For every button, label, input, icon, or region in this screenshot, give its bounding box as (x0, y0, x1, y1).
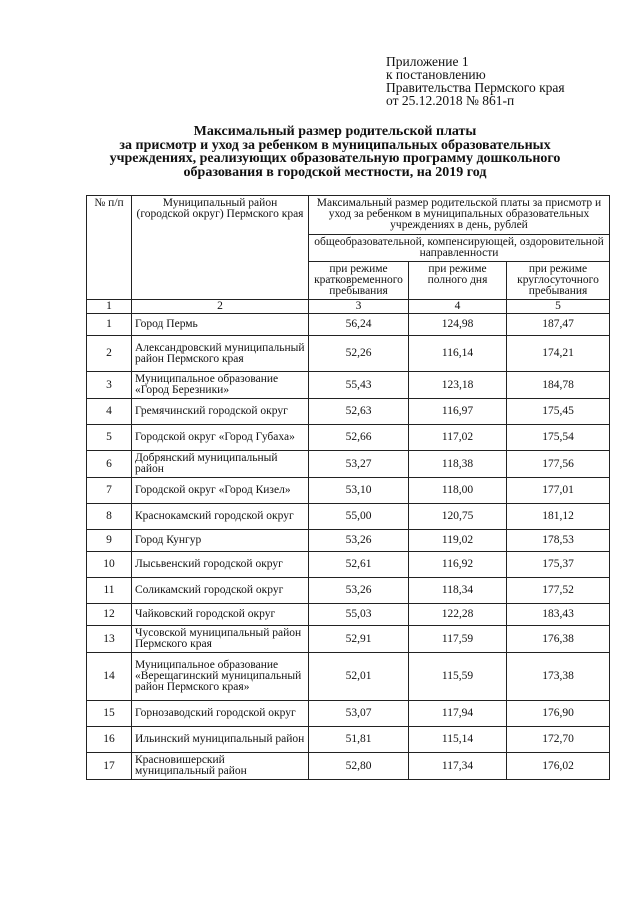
fee-round-clock: 174,21 (507, 336, 610, 372)
district-name: Город Кунгур (132, 530, 309, 552)
row-number: 8 (87, 504, 132, 530)
table-row (87, 336, 610, 372)
fee-short-stay: 52,80 (309, 753, 409, 780)
header-short-stay: при режиме кратковременного пребывания (309, 262, 409, 300)
fee-round-clock: 176,90 (507, 701, 610, 727)
fee-short-stay: 52,61 (309, 552, 409, 578)
table-row (87, 451, 610, 478)
table-row (87, 425, 610, 451)
header-number: № п/п (87, 196, 132, 300)
fee-short-stay: 52,66 (309, 425, 409, 451)
header-round-clock: при режиме круглосуточного пребывания (507, 262, 610, 300)
fee-short-stay: 52,91 (309, 626, 409, 653)
district-name: Горнозаводский городской округ (132, 701, 309, 727)
row-number: 12 (87, 604, 132, 626)
district-name: Муниципальное образование «Город Березники» (132, 372, 309, 399)
appendix-line: к постановлению (386, 67, 486, 82)
fee-short-stay: 53,07 (309, 701, 409, 727)
district-name: Чайковский городской округ (132, 604, 309, 626)
fee-short-stay: 53,10 (309, 478, 409, 504)
table-row (87, 314, 610, 336)
table-row (87, 727, 610, 753)
fee-short-stay: 55,43 (309, 372, 409, 399)
fee-short-stay: 51,81 (309, 727, 409, 753)
row-number: 3 (87, 372, 132, 399)
fee-round-clock: 177,01 (507, 478, 610, 504)
fee-full-day: 116,92 (409, 552, 507, 578)
fee-round-clock: 173,38 (507, 653, 610, 701)
row-number: 15 (87, 701, 132, 727)
appendix-block (386, 55, 565, 107)
fee-short-stay: 53,26 (309, 578, 409, 604)
table-row (87, 701, 610, 727)
table-row (87, 578, 610, 604)
row-number: 11 (87, 578, 132, 604)
table-row (87, 626, 610, 653)
header-full-day: при режиме полного дня (409, 262, 507, 300)
fee-short-stay: 55,00 (309, 504, 409, 530)
row-number: 17 (87, 753, 132, 780)
title-line: за присмотр и уход за ребенком в муниципальных образовательных (119, 137, 551, 153)
row-number: 10 (87, 552, 132, 578)
row-number: 7 (87, 478, 132, 504)
fee-short-stay: 55,03 (309, 604, 409, 626)
fee-full-day: 117,34 (409, 753, 507, 780)
fee-round-clock: 176,02 (507, 753, 610, 780)
fee-round-clock: 178,53 (507, 530, 610, 552)
district-name: Александровский муниципальный район Пермского края (132, 336, 309, 372)
column-index-row (87, 300, 610, 314)
fee-round-clock: 175,37 (507, 552, 610, 578)
table-row (87, 530, 610, 552)
table-row (87, 753, 610, 780)
fee-short-stay: 52,01 (309, 653, 409, 701)
district-name: Муниципальное образование «Верещагинский муниципальный район Пермского края» (132, 653, 309, 701)
fee-round-clock: 177,52 (507, 578, 610, 604)
fee-table (86, 195, 610, 780)
fee-full-day: 123,18 (409, 372, 507, 399)
appendix-line: Приложение 1 (386, 54, 469, 69)
header-max-fee: Максимальный размер родительской платы за присмотр и уход за ребенком в муниципальных образовательных учреждениях в день, рублей (309, 196, 610, 235)
fee-full-day: 117,59 (409, 626, 507, 653)
fee-round-clock: 175,54 (507, 425, 610, 451)
row-number: 14 (87, 653, 132, 701)
column-index: 4 (409, 300, 507, 314)
fee-round-clock: 183,43 (507, 604, 610, 626)
district-name: Добрянский муниципальный район (132, 451, 309, 478)
fee-round-clock: 187,47 (507, 314, 610, 336)
column-index: 1 (87, 300, 132, 314)
fee-round-clock: 177,56 (507, 451, 610, 478)
fee-full-day: 120,75 (409, 504, 507, 530)
district-name: Соликамский городской округ (132, 578, 309, 604)
fee-full-day: 116,97 (409, 399, 507, 425)
row-number: 1 (87, 314, 132, 336)
fee-full-day: 117,02 (409, 425, 507, 451)
fee-full-day: 122,28 (409, 604, 507, 626)
table-row (87, 504, 610, 530)
table-row (87, 604, 610, 626)
fee-short-stay: 53,27 (309, 451, 409, 478)
fee-short-stay: 56,24 (309, 314, 409, 336)
table-row (87, 653, 610, 701)
row-number: 13 (87, 626, 132, 653)
district-name: Лысьвенский городской округ (132, 552, 309, 578)
row-number: 9 (87, 530, 132, 552)
header-district: Муниципальный район (городской округ) Пермского края (132, 196, 309, 300)
table-row (87, 552, 610, 578)
row-number: 5 (87, 425, 132, 451)
fee-full-day: 115,14 (409, 727, 507, 753)
district-name: Городской округ «Город Губаха» (132, 425, 309, 451)
fee-short-stay: 53,26 (309, 530, 409, 552)
fee-full-day: 116,14 (409, 336, 507, 372)
fee-round-clock: 184,78 (507, 372, 610, 399)
district-name: Ильинский муниципальный район (132, 727, 309, 753)
district-name: Городской округ «Город Кизел» (132, 478, 309, 504)
fee-full-day: 117,94 (409, 701, 507, 727)
fee-full-day: 124,98 (409, 314, 507, 336)
row-number: 4 (87, 399, 132, 425)
column-index: 3 (309, 300, 409, 314)
fee-round-clock: 172,70 (507, 727, 610, 753)
fee-full-day: 118,00 (409, 478, 507, 504)
table-row (87, 399, 610, 425)
title-line: учреждениях, реализующих образовательную программу дошкольного (109, 151, 561, 166)
column-index: 5 (507, 300, 610, 314)
fee-round-clock: 175,45 (507, 399, 610, 425)
fee-full-day: 118,34 (409, 578, 507, 604)
fee-round-clock: 176,38 (507, 626, 610, 653)
district-name: Гремячинский городской округ (132, 399, 309, 425)
title-line: образования в городской местности, на 2019 год (183, 164, 487, 180)
fee-short-stay: 52,63 (309, 399, 409, 425)
row-number: 6 (87, 451, 132, 478)
district-name: Краснокамский городской округ (132, 504, 309, 530)
district-name: Город Пермь (132, 314, 309, 336)
fee-full-day: 118,38 (409, 451, 507, 478)
fee-full-day: 119,02 (409, 530, 507, 552)
fee-short-stay: 52,26 (309, 336, 409, 372)
table-row (87, 478, 610, 504)
row-number: 16 (87, 727, 132, 753)
fee-full-day: 115,59 (409, 653, 507, 701)
appendix-line: Правительства Пермского края (386, 80, 565, 95)
row-number: 2 (87, 336, 132, 372)
fee-round-clock: 181,12 (507, 504, 610, 530)
appendix-line: от 25.12.2018 № 861-п (386, 93, 515, 108)
table-row (87, 372, 610, 399)
document-title (85, 125, 585, 179)
column-index: 2 (132, 300, 309, 314)
title-line: Максимальный размер родительской платы (193, 124, 477, 139)
header-orientation: общеобразовательной, компенсирующей, оздоровительной направленности (309, 235, 610, 262)
district-name: Чусовской муниципальный район Пермского края (132, 626, 309, 653)
district-name: Красновишерский муниципальный район (132, 753, 309, 780)
